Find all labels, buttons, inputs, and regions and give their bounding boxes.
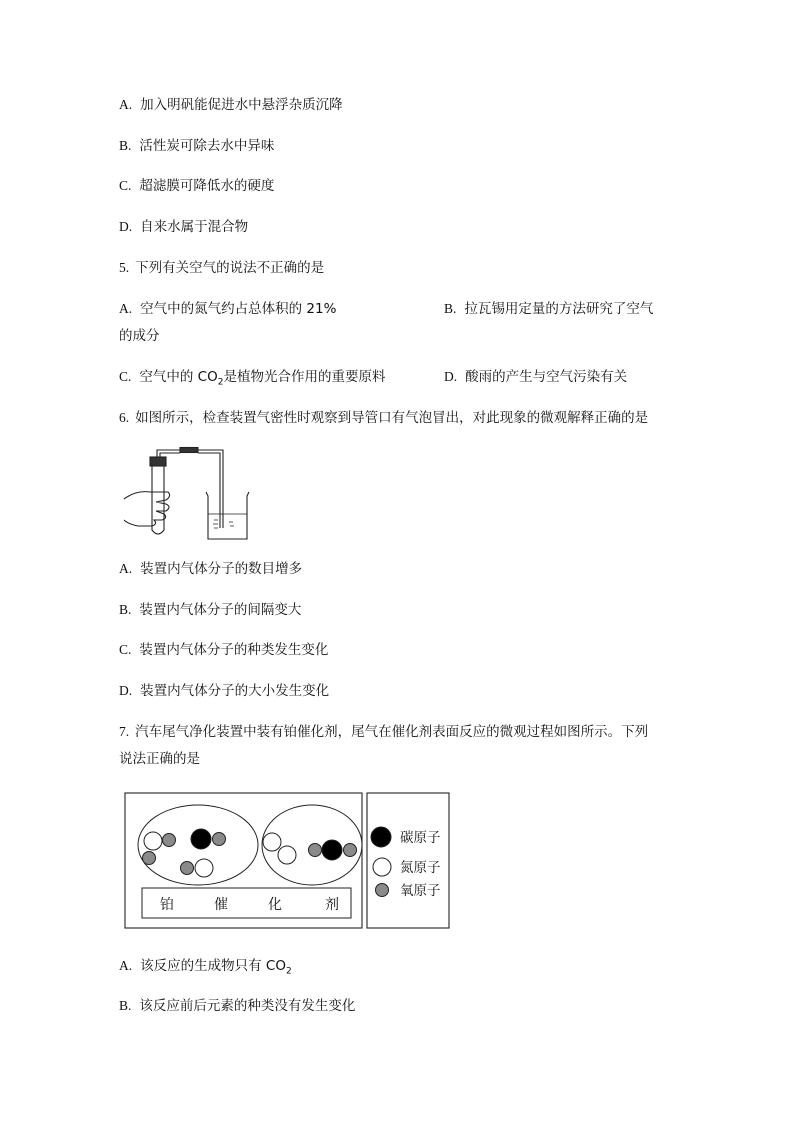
glass-tube-right xyxy=(198,450,223,528)
q5-option-b-continued xyxy=(119,327,160,345)
no-molecule-2 xyxy=(181,859,214,877)
legend-item-nitrogen xyxy=(373,858,441,876)
question-number: 5. xyxy=(119,260,130,275)
catalyst-char: 铂 xyxy=(160,897,174,913)
catalyst-char: 催 xyxy=(214,897,228,913)
question-number: 6. xyxy=(119,410,130,425)
option-label: C. xyxy=(119,642,132,657)
question-text-continued: 说法正确的是 xyxy=(119,751,200,767)
option-text: 装置内气体分子的大小发生变化 xyxy=(140,683,330,699)
option-label: A. xyxy=(119,301,133,316)
q5-option-c xyxy=(119,368,385,392)
option-label: A. xyxy=(119,97,133,112)
hand xyxy=(124,492,170,526)
option-text: 活性炭可除去水中异味 xyxy=(139,138,275,154)
q6-stem xyxy=(119,409,648,427)
legend-item-oxygen xyxy=(376,883,441,899)
subscript: 2 xyxy=(285,966,292,977)
option-text-pre: 空气中的 CO xyxy=(139,369,218,385)
q4-option-d xyxy=(119,218,248,236)
q5-stem xyxy=(119,259,324,277)
q5-option-d xyxy=(444,368,627,386)
option-text: 该反应前后元素的种类没有发生变化 xyxy=(139,998,356,1014)
rubber-connector xyxy=(180,448,198,453)
option-text: 超滤膜可降低水的硬度 xyxy=(139,178,275,194)
option-text: 酸雨的产生与空气污染有关 xyxy=(465,369,628,385)
no-molecule xyxy=(144,832,176,850)
option-text: 加入明矾能促进水中悬浮杂质沉降 xyxy=(140,97,343,113)
carbon-atom-swatch xyxy=(371,827,391,847)
q6-option-b xyxy=(119,601,301,619)
option-label: C. xyxy=(119,369,132,384)
subscript: 2 xyxy=(217,377,224,388)
legend-label: 氮原子 xyxy=(400,860,441,876)
option-text-continued: 的成分 xyxy=(119,328,160,344)
option-text: 装置内气体分子的种类发生变化 xyxy=(139,642,329,658)
option-label: D. xyxy=(119,683,133,698)
option-text: 自来水属于混合物 xyxy=(140,219,249,235)
option-text: 装置内气体分子的间隔变大 xyxy=(139,602,302,618)
q7-option-a xyxy=(119,957,292,981)
q7-option-b xyxy=(119,997,355,1015)
q7-stem-line1 xyxy=(119,723,648,741)
oxygen-atom-swatch xyxy=(376,884,389,897)
catalyst-char: 化 xyxy=(268,897,282,913)
question-number: 7. xyxy=(119,724,130,739)
question-text: 下列有关空气的说法不正确的是 xyxy=(135,260,325,276)
option-label: B. xyxy=(119,602,132,617)
q6-option-c xyxy=(119,641,328,659)
option-label: A. xyxy=(119,561,133,576)
legend-item-carbon xyxy=(371,827,441,847)
q4-option-c xyxy=(119,177,274,195)
q6-option-a xyxy=(119,560,302,578)
beaker xyxy=(206,492,249,539)
option-label: A. xyxy=(119,958,133,973)
option-text: 装置内气体分子的数目增多 xyxy=(140,561,303,577)
option-text-post: 是植物光合作用的重要原料 xyxy=(223,369,386,385)
option-label: B. xyxy=(119,138,132,153)
question-text: 如图所示，检查装置气密性时观察到导管口有气泡冒出，对此现象的微观解释正确的是 xyxy=(135,410,649,426)
test-tube xyxy=(152,464,164,534)
option-text: 拉瓦锡用定量的方法研究了空气 xyxy=(464,301,654,317)
option-text-pre: 该反应的生成物只有 CO xyxy=(140,958,286,974)
option-label: B. xyxy=(119,998,132,1013)
option-label: D. xyxy=(444,369,458,384)
q7-stem-line2 xyxy=(119,750,200,768)
airtightness-check-apparatus xyxy=(120,444,250,544)
option-label: B. xyxy=(444,301,457,316)
legend-label: 碳原子 xyxy=(400,830,441,846)
question-text: 汽车尾气净化装置中装有铂催化剂，尾气在催化剂表面反应的微观过程如图所示。下列 xyxy=(135,724,649,740)
legend-label: 氧原子 xyxy=(400,883,441,899)
n2-molecule xyxy=(263,833,296,864)
option-label: D. xyxy=(119,219,133,234)
co-molecule xyxy=(191,829,226,849)
q6-option-d xyxy=(119,682,329,700)
catalyst-char: 剂 xyxy=(325,897,339,913)
option-label: C. xyxy=(119,178,132,193)
nitrogen-atom-swatch xyxy=(373,858,391,876)
reaction-diagram xyxy=(120,788,455,933)
q5-option-a xyxy=(119,300,336,318)
co2-molecule xyxy=(309,840,357,860)
q5-option-b xyxy=(444,300,653,318)
rubber-stopper xyxy=(150,457,166,466)
q4-option-b xyxy=(119,137,274,155)
option-text: 空气中的氮气约占总体积的 21% xyxy=(140,301,337,317)
oxygen-atom xyxy=(143,852,156,865)
q4-option-a xyxy=(119,96,343,114)
